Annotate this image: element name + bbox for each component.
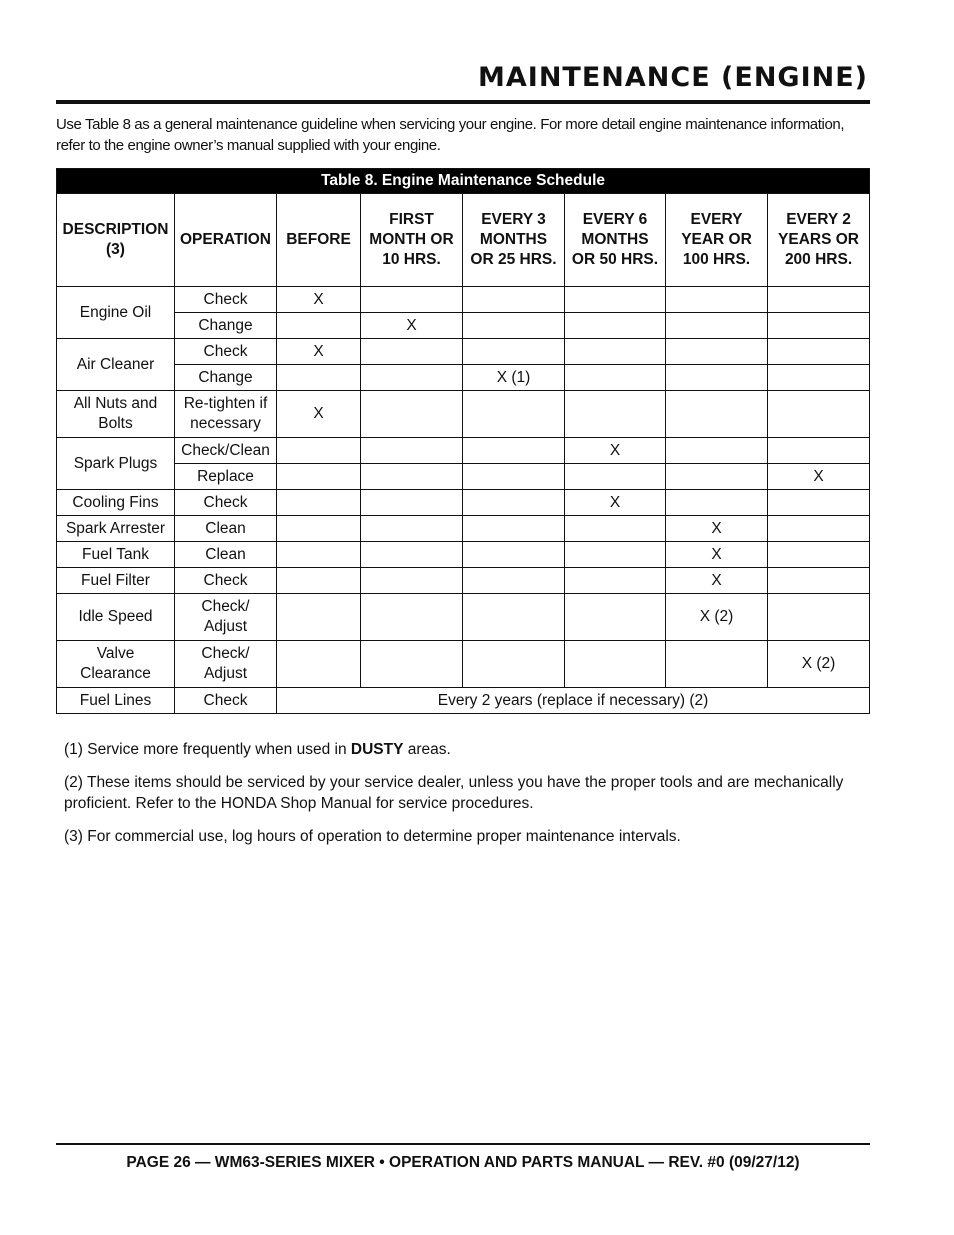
interval-cell — [565, 568, 666, 594]
interval-cell — [277, 568, 361, 594]
interval-cell — [768, 594, 870, 641]
interval-cell — [277, 594, 361, 641]
interval-cell: X (2) — [768, 641, 870, 688]
interval-cell — [361, 594, 463, 641]
interval-cell — [277, 641, 361, 688]
operation-cell: Change — [175, 365, 277, 391]
interval-cell: X — [666, 568, 768, 594]
table-row — [57, 516, 870, 542]
interval-cell — [768, 490, 870, 516]
interval-cell — [565, 594, 666, 641]
table-row — [57, 313, 870, 339]
interval-cell — [565, 464, 666, 490]
table-caption: Table 8. Engine Maintenance Schedule — [57, 169, 870, 194]
description-cell: Engine Oil — [57, 287, 175, 339]
interval-cell: X — [565, 438, 666, 464]
intro-paragraph: Use Table 8 as a general maintenance guideline when servicing your engine. For more detail engine maintenance information, refer to the engine owner’s manual supplied with your engine. — [56, 116, 845, 154]
table-row — [57, 365, 870, 391]
interval-cell: X (2) — [666, 594, 768, 641]
interval-cell — [361, 438, 463, 464]
interval-cell: X — [277, 287, 361, 313]
table-row — [57, 568, 870, 594]
table-body — [57, 287, 870, 714]
interval-cell — [666, 287, 768, 313]
interval-cell — [666, 490, 768, 516]
interval-cell — [463, 568, 565, 594]
operation-cell: Clean — [175, 516, 277, 542]
interval-cell — [361, 365, 463, 391]
column-header: EVERY 2 YEARS OR 200 HRS. — [768, 194, 870, 287]
table-row — [57, 688, 870, 714]
operation-cell: Check/ Adjust — [175, 594, 277, 641]
description-cell: All Nuts and Bolts — [57, 391, 175, 438]
table-row — [57, 464, 870, 490]
table-row — [57, 490, 870, 516]
page-footer: PAGE 26 — WM63-SERIES MIXER • OPERATION AND PARTS MANUAL — REV. #0 (09/27/12) — [126, 1154, 800, 1171]
column-header: EVERY 3 MONTHS OR 25 HRS. — [463, 194, 565, 287]
interval-cell — [361, 464, 463, 490]
interval-cell — [277, 464, 361, 490]
interval-cell — [565, 641, 666, 688]
operation-cell: Check — [175, 688, 277, 714]
interval-cell — [277, 438, 361, 464]
page-title: MAINTENANCE (ENGINE) — [478, 62, 868, 93]
interval-cell — [463, 313, 565, 339]
operation-cell: Clean — [175, 542, 277, 568]
interval-cell — [361, 287, 463, 313]
footnote-3: (3) For commercial use, log hours of operation to determine proper maintenance intervals. — [64, 828, 681, 845]
interval-cell — [666, 365, 768, 391]
interval-cell — [768, 287, 870, 313]
operation-cell: Re-tighten if necessary — [175, 391, 277, 438]
interval-cell — [565, 287, 666, 313]
interval-cell: X (1) — [463, 365, 565, 391]
footnote-2: (2) These items should be serviced by your service dealer, unless you have the proper tools and are mechanically proficient. Refer to the HONDA Shop Manual for service procedures. — [64, 774, 844, 812]
interval-cell: X — [361, 313, 463, 339]
interval-cell — [277, 516, 361, 542]
interval-cell — [768, 339, 870, 365]
interval-cell — [565, 391, 666, 438]
table-row — [57, 391, 870, 438]
description-cell: Spark Arrester — [57, 516, 175, 542]
interval-cell — [361, 391, 463, 438]
description-cell: Cooling Fins — [57, 490, 175, 516]
interval-cell — [565, 339, 666, 365]
table-header-row — [57, 194, 870, 287]
column-header: OPERATION — [175, 194, 277, 287]
description-cell: Valve Clearance — [57, 641, 175, 688]
interval-cell — [277, 542, 361, 568]
interval-cell — [463, 464, 565, 490]
footnotes — [64, 739, 864, 859]
interval-cell — [463, 594, 565, 641]
interval-cell — [463, 516, 565, 542]
interval-cell: X — [768, 464, 870, 490]
interval-cell — [666, 339, 768, 365]
interval-cell — [277, 313, 361, 339]
interval-cell — [463, 287, 565, 313]
interval-cell: X — [565, 490, 666, 516]
interval-cell — [277, 490, 361, 516]
interval-cell: X — [277, 339, 361, 365]
interval-cell — [666, 313, 768, 339]
operation-cell: Replace — [175, 464, 277, 490]
interval-cell: X — [666, 542, 768, 568]
interval-cell — [666, 464, 768, 490]
column-header: EVERY 6 MONTHS OR 50 HRS. — [565, 194, 666, 287]
interval-cell — [463, 542, 565, 568]
description-cell: Fuel Filter — [57, 568, 175, 594]
interval-cell — [768, 438, 870, 464]
interval-cell — [768, 391, 870, 438]
operation-cell: Check — [175, 287, 277, 313]
column-header: DESCRIPTION (3) — [57, 194, 175, 287]
maintenance-schedule-table — [56, 168, 870, 714]
interval-cell — [565, 542, 666, 568]
interval-cell — [768, 365, 870, 391]
interval-cell — [768, 313, 870, 339]
interval-cell — [565, 313, 666, 339]
interval-cell — [277, 365, 361, 391]
interval-cell — [463, 641, 565, 688]
description-cell: Fuel Lines — [57, 688, 175, 714]
table-row — [57, 438, 870, 464]
interval-cell — [666, 438, 768, 464]
table-row — [57, 594, 870, 641]
interval-cell — [666, 641, 768, 688]
column-header: EVERY YEAR OR 100 HRS. — [666, 194, 768, 287]
table-row — [57, 641, 870, 688]
operation-cell: Change — [175, 313, 277, 339]
interval-cell — [768, 516, 870, 542]
interval-cell — [666, 391, 768, 438]
operation-cell: Check/Clean — [175, 438, 277, 464]
interval-cell — [768, 542, 870, 568]
operation-cell: Check — [175, 568, 277, 594]
interval-cell: X — [666, 516, 768, 542]
interval-cell — [361, 516, 463, 542]
column-header: BEFORE — [277, 194, 361, 287]
interval-cell — [463, 438, 565, 464]
operation-cell: Check/ Adjust — [175, 641, 277, 688]
operation-cell: Check — [175, 490, 277, 516]
interval-cell: Every 2 years (replace if necessary) (2) — [277, 688, 870, 714]
footer-divider — [56, 1143, 870, 1145]
footnote-1: (1) Service more frequently when used in DUSTY areas. — [64, 741, 451, 758]
table-row — [57, 339, 870, 365]
interval-cell — [768, 568, 870, 594]
description-cell: Fuel Tank — [57, 542, 175, 568]
table-row — [57, 542, 870, 568]
interval-cell — [361, 490, 463, 516]
interval-cell — [361, 568, 463, 594]
interval-cell — [361, 339, 463, 365]
interval-cell — [565, 365, 666, 391]
title-divider — [56, 100, 870, 104]
description-cell: Air Cleaner — [57, 339, 175, 391]
interval-cell — [463, 339, 565, 365]
column-header: FIRST MONTH OR 10 HRS. — [361, 194, 463, 287]
interval-cell — [361, 542, 463, 568]
interval-cell — [463, 391, 565, 438]
operation-cell: Check — [175, 339, 277, 365]
table-row — [57, 287, 870, 313]
interval-cell — [361, 641, 463, 688]
interval-cell — [565, 516, 666, 542]
description-cell: Spark Plugs — [57, 438, 175, 490]
interval-cell — [463, 490, 565, 516]
interval-cell: X — [277, 391, 361, 438]
description-cell: Idle Speed — [57, 594, 175, 641]
